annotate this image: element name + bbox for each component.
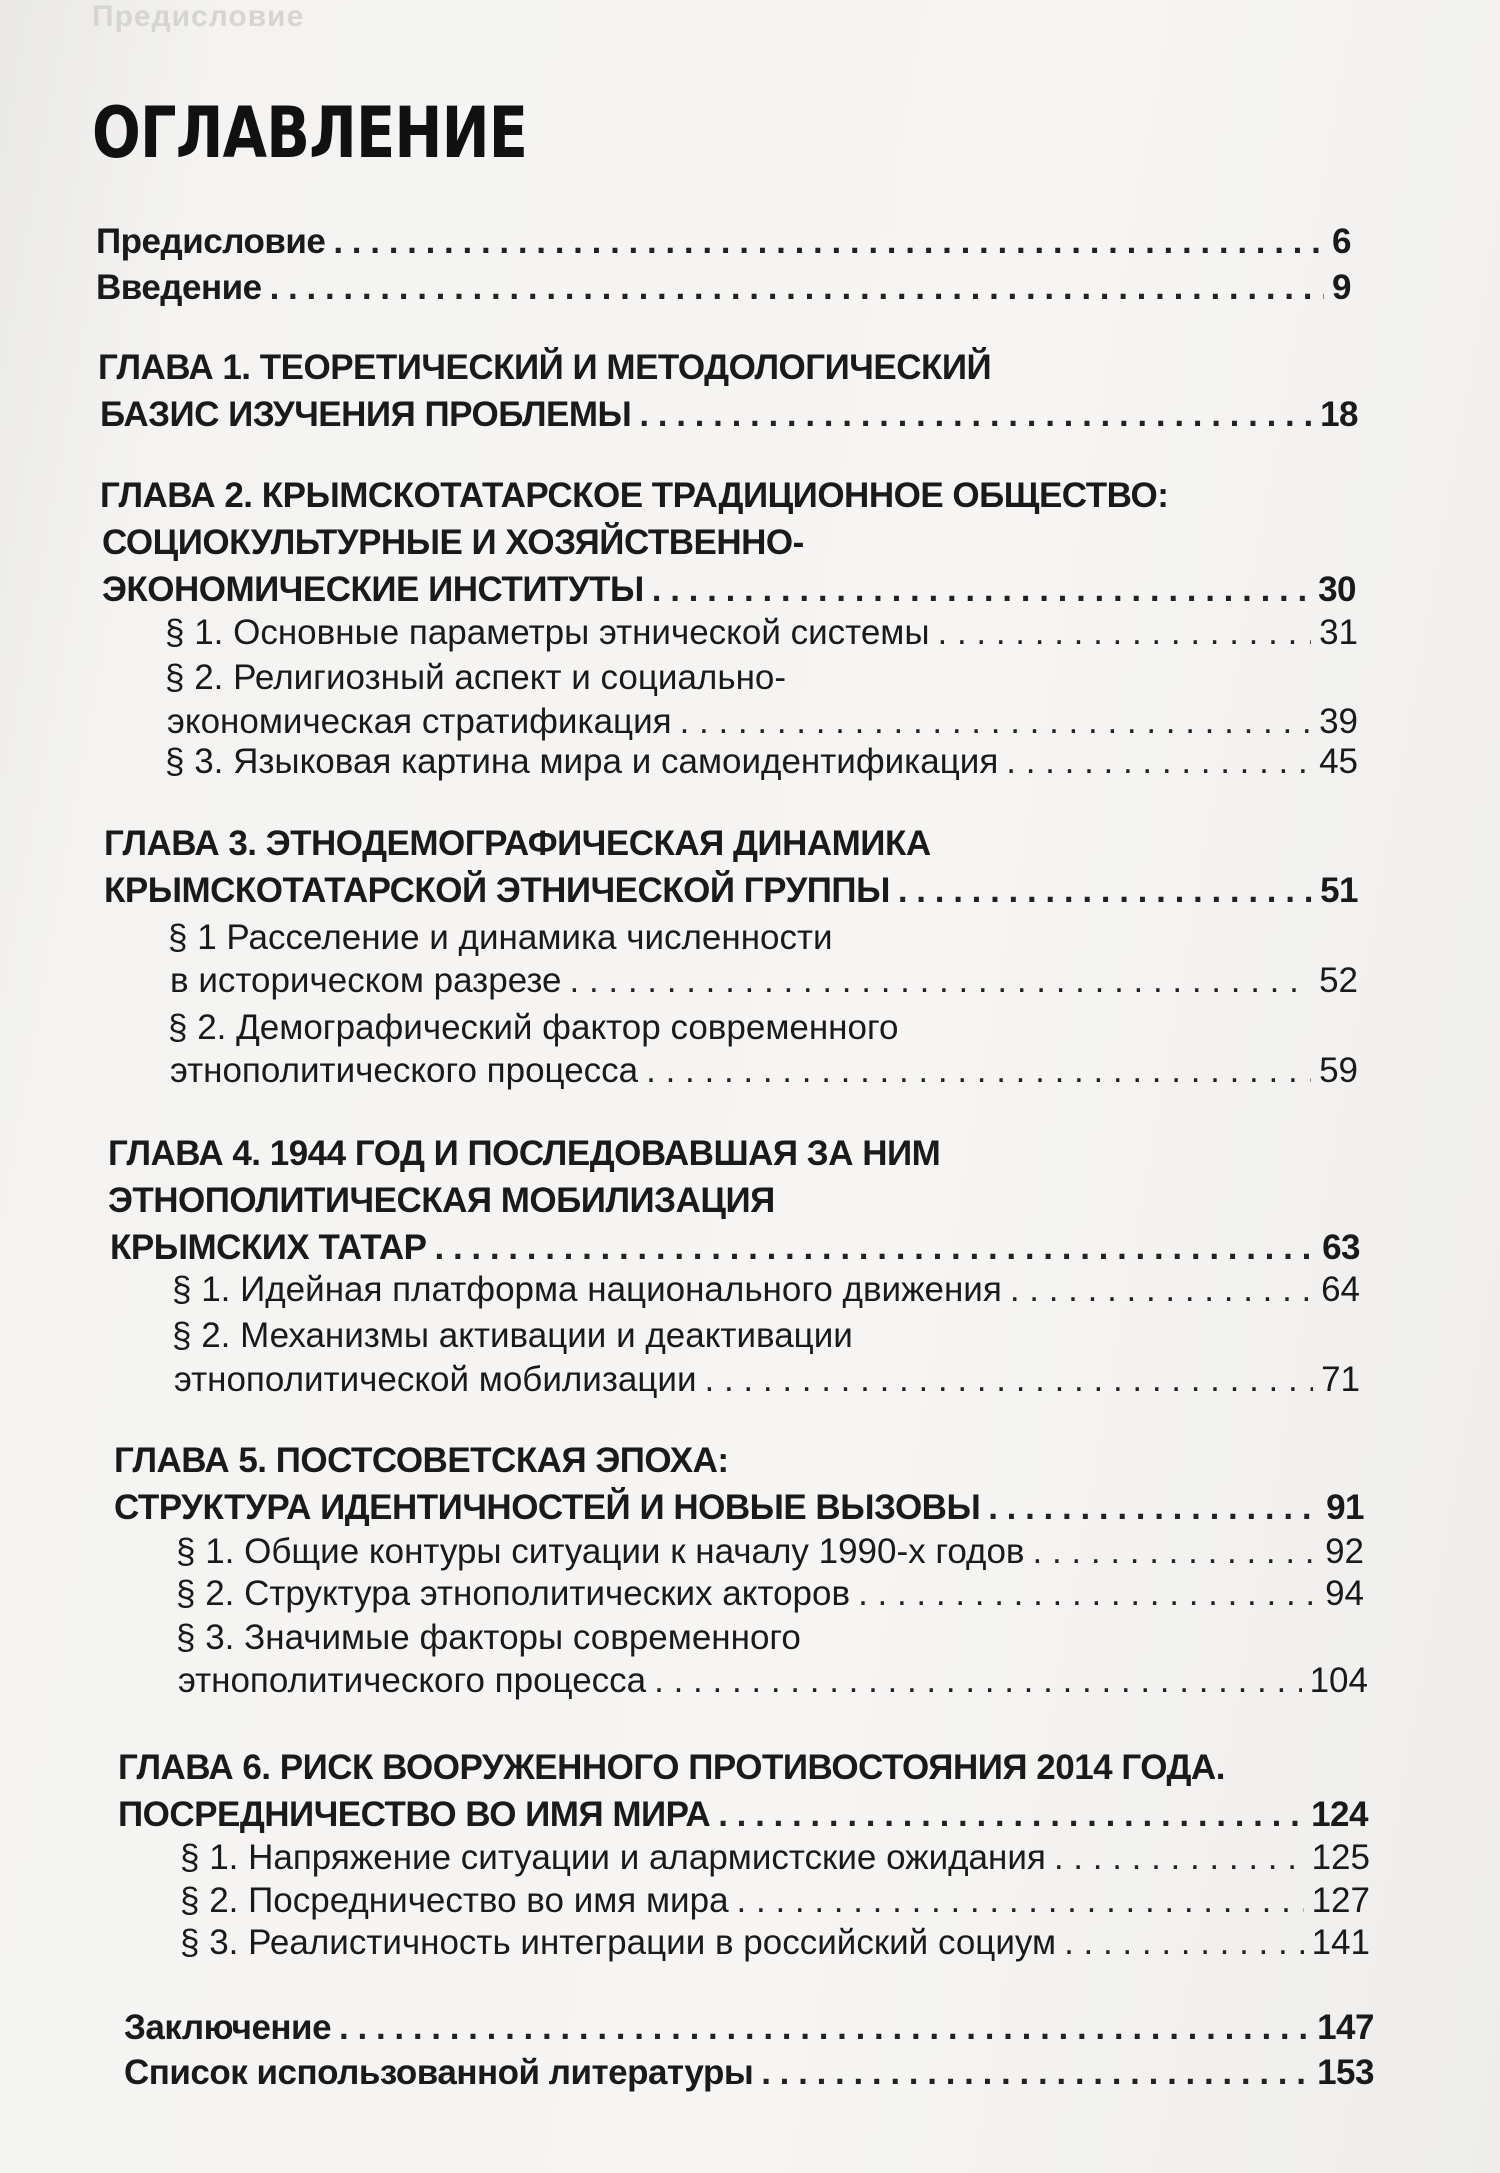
chapter-title-line: ГЛАВА 4. 1944 ГОД И ПОСЛЕДОВАВШАЯ ЗА НИМ — [108, 1134, 941, 1173]
dot-leader — [898, 873, 1312, 908]
toc-entry-label: ПОСРЕДНИЧЕСТВО ВО ИМЯ МИРА — [118, 1795, 711, 1834]
toc-entry-label: § 1. Основные параметры этнической системы — [165, 613, 930, 652]
toc-entry[interactable] — [174, 1362, 1360, 1397]
toc-entry-label: КРЫМСКИХ ТАТАР — [110, 1228, 427, 1267]
dot-leader — [718, 1797, 1303, 1832]
toc-entry[interactable] — [180, 1840, 1370, 1875]
toc-entry[interactable] — [180, 1925, 1370, 1960]
toc-entry-label: § 2. Посредничество во имя мира — [180, 1881, 729, 1920]
toc-page-number: 9 — [1332, 268, 1351, 307]
dot-leader — [1064, 1925, 1304, 1960]
dot-leader — [988, 1490, 1318, 1525]
toc-page-number: 71 — [1321, 1360, 1360, 1399]
toc-page-number: 104 — [1309, 1661, 1368, 1700]
toc-page-number: 63 — [1322, 1228, 1360, 1267]
toc-page-number: 92 — [1325, 1532, 1364, 1571]
toc-entry-label: § 2. Структура этнополитических акторов — [176, 1574, 851, 1613]
toc-entry-label: КРЫМСКОТАТАРСКОЙ ЭТНИЧЕСКОЙ ГРУППЫ — [104, 871, 890, 910]
toc-entry[interactable] — [176, 1576, 1364, 1611]
toc-page-number: 30 — [1318, 570, 1356, 609]
toc-page-number: 52 — [1319, 961, 1358, 1000]
toc-entry-label: § 1. Идейная платформа национального движения — [172, 1270, 1002, 1309]
toc-entry[interactable] — [170, 1053, 1358, 1088]
dot-leader — [938, 615, 1312, 650]
dot-leader — [570, 963, 1312, 998]
dot-leader — [1054, 1840, 1304, 1875]
dot-leader — [1006, 744, 1311, 779]
toc-entry-label: экономическая стратификация — [167, 702, 672, 741]
toc-entry[interactable] — [180, 1883, 1370, 1918]
toc-page-number: 124 — [1311, 1795, 1368, 1834]
toc-page-number: 94 — [1325, 1574, 1364, 1613]
toc-page-number: 141 — [1311, 1923, 1370, 1962]
toc-entry-label: § 3. Реалистичность интеграции в российский социум — [180, 1923, 1057, 1962]
section-title-line: § 2. Механизмы активации и деактивации — [172, 1316, 853, 1355]
toc-entry[interactable] — [176, 1534, 1364, 1569]
toc-entry[interactable] — [96, 270, 1351, 305]
toc-entry-label: ЭКОНОМИЧЕСКИЕ ИНСТИТУТЫ — [102, 570, 644, 609]
section-title-line: § 3. Значимые факторы современного — [176, 1618, 801, 1657]
toc-page-number: 45 — [1319, 742, 1358, 781]
toc-page-number: 31 — [1319, 613, 1358, 652]
toc-page-number: 51 — [1320, 871, 1358, 910]
dot-leader — [639, 397, 1312, 432]
toc-page-number: 6 — [1332, 222, 1351, 261]
toc-entry[interactable] — [170, 963, 1358, 998]
toc-page-number: 59 — [1319, 1051, 1358, 1090]
toc-entry-label: БАЗИС ИЗУЧЕНИЯ ПРОБЛЕМЫ — [100, 395, 632, 434]
chapter-title-line: ГЛАВА 5. ПОСТСОВЕТСКАЯ ЭПОХА: — [114, 1441, 729, 1480]
dot-leader — [705, 1362, 1314, 1397]
toc-entry-label: этнополитической мобилизации — [174, 1360, 697, 1399]
chapter-title-line: ГЛАВА 2. КРЫМСКОТАТАРСКОЕ ТРАДИЦИОННОЕ ОБЩЕСТВО: — [100, 476, 1169, 515]
toc-entry[interactable] — [102, 572, 1356, 607]
toc-entry[interactable] — [104, 873, 1358, 908]
toc-entry-label: этнополитического процесса — [170, 1051, 639, 1090]
dot-leader — [654, 1663, 1301, 1698]
toc-page-number: 64 — [1321, 1270, 1360, 1309]
toc-page-number: 18 — [1320, 395, 1358, 434]
toc-entry[interactable] — [178, 1663, 1368, 1698]
toc-page-number: 147 — [1317, 2008, 1374, 2047]
dot-leader — [1010, 1272, 1313, 1307]
toc-entry-label: § 1. Напряжение ситуации и алармистские ожидания — [180, 1838, 1046, 1877]
toc-entry-label: СТРУКТУРА ИДЕНТИЧНОСТЕЙ И НОВЫЕ ВЫЗОВЫ — [114, 1488, 981, 1527]
toc-entry-label: Введение — [96, 268, 262, 307]
toc-page-number: 153 — [1317, 2053, 1374, 2092]
toc-entry[interactable] — [124, 2055, 1374, 2090]
dot-leader — [339, 2010, 1309, 2045]
section-title-line: § 2. Религиозный аспект и социально- — [165, 658, 787, 697]
section-title-line: § 1 Расселение и динамика численности — [168, 918, 833, 957]
chapter-title-line: ЭТНОПОЛИТИЧЕСКАЯ МОБИЛИЗАЦИЯ — [108, 1181, 775, 1220]
section-title-line: § 2. Демографический фактор современного — [168, 1008, 899, 1047]
toc-page-number: 91 — [1326, 1488, 1364, 1527]
dot-leader — [435, 1230, 1315, 1265]
toc-page-number: 39 — [1319, 702, 1358, 741]
toc-entry[interactable] — [100, 397, 1358, 432]
toc-entry-label: Предисловие — [96, 222, 326, 261]
toc-entry[interactable] — [124, 2010, 1374, 2045]
dot-leader — [858, 1576, 1317, 1611]
toc-entry-label: Список использованной литературы — [124, 2053, 754, 2092]
toc-page-number: 125 — [1311, 1838, 1370, 1877]
dot-leader — [761, 2055, 1309, 2090]
dot-leader — [737, 1883, 1304, 1918]
toc-entry[interactable] — [118, 1797, 1368, 1832]
dot-leader — [333, 224, 1324, 259]
toc-entry[interactable] — [165, 744, 1358, 779]
dot-leader — [680, 704, 1311, 739]
toc-entry-label: этнополитического процесса — [178, 1661, 647, 1700]
chapter-title-line: ГЛАВА 3. ЭТНОДЕМОГРАФИЧЕСКАЯ ДИНАМИКА — [104, 824, 931, 863]
toc-entry[interactable] — [165, 615, 1358, 650]
page-title: ОГЛАВЛЕНИЕ — [92, 92, 528, 174]
dot-leader — [1033, 1534, 1318, 1569]
toc-page-number: 127 — [1311, 1881, 1370, 1920]
dot-leader — [652, 572, 1310, 607]
toc-entry-label: § 3. Языковая картина мира и самоидентификация — [165, 742, 999, 781]
running-head: Предисловие — [92, 0, 305, 33]
chapter-title-line: СОЦИОКУЛЬТУРНЫЕ И ХОЗЯЙСТВЕННО- — [102, 523, 804, 562]
toc-entry-label: Заключение — [124, 2008, 332, 2047]
toc-entry[interactable] — [167, 704, 1358, 739]
chapter-title-line: ГЛАВА 6. РИСК ВООРУЖЕННОГО ПРОТИВОСТОЯНИЯ 2014 ГОДА. — [118, 1748, 1225, 1787]
toc-entry-label: § 1. Общие контуры ситуации к началу 1990-х годов — [176, 1532, 1025, 1571]
toc-entry[interactable] — [114, 1490, 1364, 1525]
chapter-title-line: ГЛАВА 1. ТЕОРЕТИЧЕСКИЙ И МЕТОДОЛОГИЧЕСКИЙ — [98, 348, 992, 387]
toc-entry[interactable] — [172, 1272, 1360, 1307]
toc-entry[interactable] — [110, 1230, 1360, 1265]
toc-entry[interactable] — [96, 224, 1351, 259]
dot-leader — [646, 1053, 1311, 1088]
toc-entry-label: в историческом разрезе — [170, 961, 562, 1000]
dot-leader — [270, 270, 1324, 305]
